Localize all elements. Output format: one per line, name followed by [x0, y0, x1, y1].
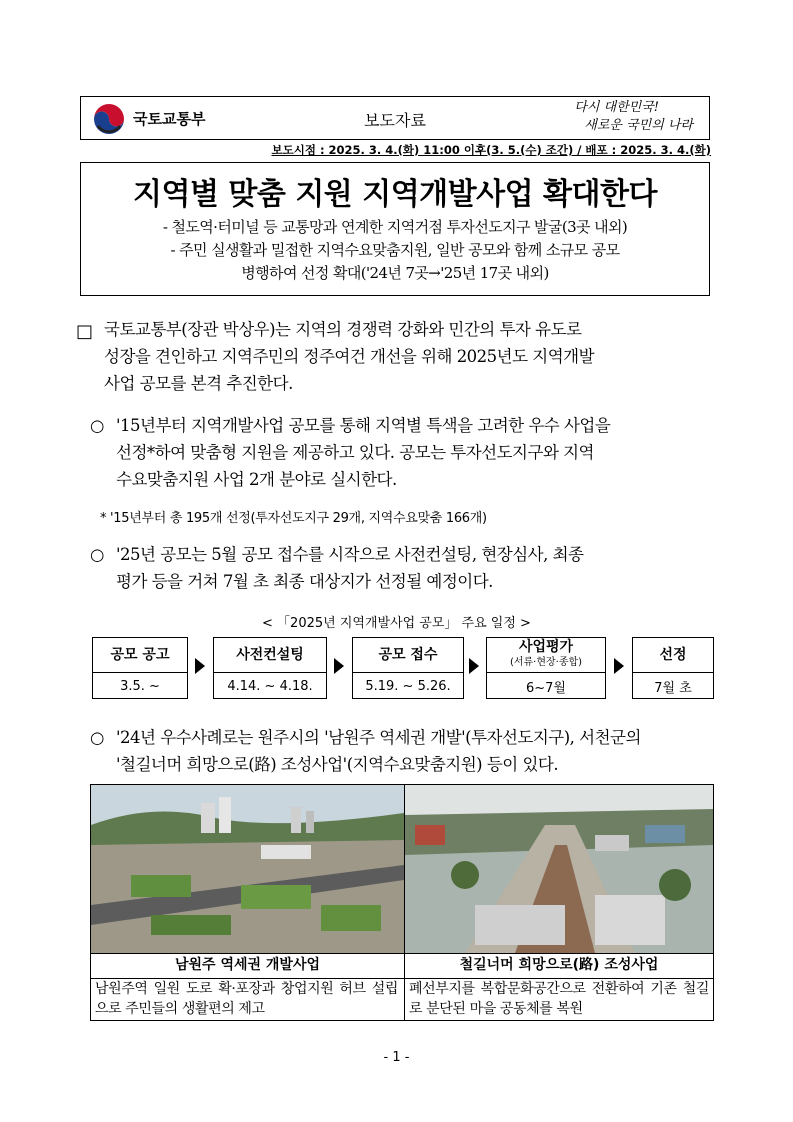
seocheon-railway-photo [405, 785, 713, 953]
arrow-right-icon [614, 658, 624, 674]
square-bullet: □ [76, 321, 93, 342]
step-label: 선정 [659, 646, 687, 663]
photo-caption: 남원주 역세권 개발사업 [175, 957, 320, 973]
press-type: 보도자료 [364, 111, 426, 130]
step-date: 3.5. ~ [120, 678, 160, 694]
paragraph-2 [116, 412, 720, 493]
photo-description: 폐선부지를 복합문화공간으로 전환하여 기존 철길로 분단된 마을 공동체를 복원 [409, 981, 709, 1017]
subtitle-3: 병행하여 선정 확대('24년 7곳→'25년 17곳 내외) [241, 264, 549, 282]
step-sublabel: (서류·현장·종합) [509, 657, 583, 668]
paragraph-4-line: '24년 우수사례로는 원주시의 '남원주 역세권 개발'(투자선도지구), 서천군의 [116, 728, 641, 747]
schedule-step [632, 637, 714, 699]
step-date: 4.14. ~ 4.18. [227, 678, 313, 694]
paragraph-1-line: 국토교통부(장관 박상우)는 지역의 경쟁력 강화와 민간의 투자 유도로 [104, 320, 582, 339]
step-label: 공모 접수 [378, 646, 438, 663]
document-title: 지역별 맞춤 지원 지역개발사업 확대한다 [133, 177, 657, 212]
case-photos-table [90, 784, 714, 1021]
page-number: - 1 - [383, 1050, 410, 1065]
slogan [574, 99, 693, 135]
arrow-right-icon [334, 658, 344, 674]
paragraph-3 [116, 541, 720, 595]
paragraph-4 [116, 724, 720, 778]
paragraph-3-line: '25년 공모는 5월 공모 접수를 시작으로 사전컨설팅, 현장심사, 최종 [116, 545, 584, 564]
title-box [80, 162, 710, 296]
paragraph-1 [104, 316, 722, 397]
photo-description: 남원주역 일원 도로 확·포장과 창업지원 허브 설립으로 주민들의 생활편의 제고 [95, 981, 398, 1017]
schedule-title: < 「2025년 지역개발사업 공모」 주요 일정 > [262, 616, 531, 631]
photo-caption: 철길너머 희망으로(路) 조성사업 [459, 957, 659, 973]
arrow-right-icon [195, 658, 205, 674]
schedule-step [352, 637, 464, 699]
schedule-step [486, 637, 606, 699]
arrow-right-icon [469, 658, 479, 674]
step-label: 사업평가 [518, 639, 574, 655]
circle-bullet: ○ [90, 545, 104, 564]
slogan-line-1: 다시 대한민국! [574, 100, 659, 115]
paragraph-3-line: 평가 등을 거쳐 7월 초 최종 대상지가 선정될 예정이다. [116, 572, 493, 591]
step-date: 5.19. ~ 5.26. [365, 678, 451, 694]
footnote: * '15년부터 총 195개 선정(투자선도지구 29개, 지역수요맞춤 166개) [100, 511, 487, 526]
step-label: 사전컨설팅 [236, 646, 304, 663]
subtitle-2: - 주민 실생활과 밀접한 지역수요맞춤지원, 일반 공모와 함께 소규모 공모 [170, 241, 620, 259]
circle-bullet: ○ [90, 416, 104, 435]
subtitle-1: - 철도역·터미널 등 교통망과 연계한 지역거점 투자선도지구 발굴(3곳 내외) [162, 218, 628, 236]
schedule-step [213, 637, 327, 699]
step-date: 7월 초 [654, 680, 692, 696]
press-header [80, 96, 710, 140]
paragraph-1-line: 사업 공모를 본격 추진한다. [104, 374, 293, 393]
schedule-step [92, 637, 188, 699]
step-date: 6~7월 [526, 680, 566, 696]
paragraph-2-line: '15년부터 지역개발사업 공모를 통해 지역별 특색을 고려한 우수 사업을 [116, 416, 611, 435]
organization-name: 국토교통부 [133, 110, 206, 128]
paragraph-1-line: 성장을 견인하고 지역주민의 정주여건 개선을 위해 2025년도 지역개발 [104, 347, 595, 366]
circle-bullet: ○ [90, 728, 104, 747]
paragraph-2-line: 수요맞춤지원 사업 2개 분야로 실시한다. [116, 470, 397, 489]
step-label: 공모 공고 [110, 646, 170, 663]
release-info: 보도시점 : 2025. 3. 4.(화) 11:00 이후(3. 5.(수) 조간) / 배포 : 2025. 3. 4.(화) [271, 143, 711, 157]
namwonju-aerial-photo [91, 785, 404, 953]
slogan-line-2: 새로운 국민의 나라 [584, 118, 693, 133]
paragraph-4-line: '철길너머 희망으로(路) 조성사업'(지역수요맞춤지원) 등이 있다. [116, 755, 559, 774]
paragraph-2-line: 선정*하여 맞춤형 지원을 제공하고 있다. 공모는 투자선도지구와 지역 [116, 443, 595, 462]
